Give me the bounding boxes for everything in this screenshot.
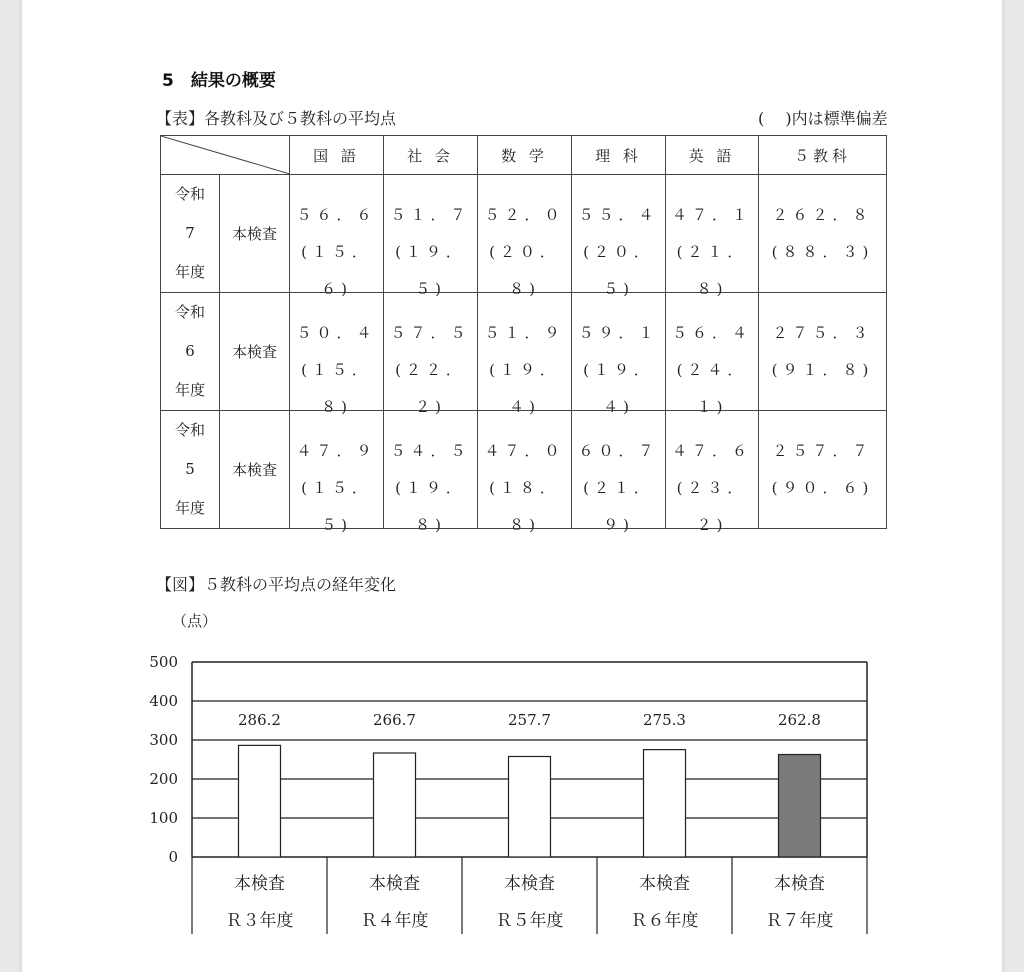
- mean-value: ５７．５: [390, 323, 471, 342]
- sd-value: (９１．８): [771, 360, 874, 379]
- y-tick-label: 400: [149, 692, 178, 710]
- mean-value: ２６２．８: [772, 205, 873, 224]
- sd-value: (１５．５): [301, 478, 372, 534]
- year-cell: [161, 175, 220, 293]
- mean-value: ５１．９: [484, 323, 565, 342]
- score-cell: [759, 411, 887, 529]
- score-cell: [290, 175, 384, 298]
- y-tick-label: 100: [149, 809, 178, 827]
- table-note: ( )内は標準偏差: [758, 109, 888, 128]
- exam-label-cell: 本検査: [220, 293, 290, 411]
- sd-value: (１５．６): [301, 242, 372, 298]
- sd-value: (２０．５): [583, 242, 654, 298]
- sd-value: (９０．６): [771, 478, 874, 497]
- sd-value: (２２．２): [395, 360, 466, 416]
- mean-value: ５６．６: [296, 205, 377, 224]
- header-english: 英 語: [666, 136, 759, 175]
- header-science: 理 科: [572, 136, 666, 175]
- table-row: [161, 293, 887, 411]
- year-line: 年度: [174, 381, 205, 399]
- table-header-row: [161, 136, 887, 175]
- score-cell: [384, 411, 478, 534]
- score-cell: [759, 293, 887, 411]
- bar: [239, 745, 281, 857]
- score-cell: [384, 293, 478, 416]
- y-tick-label: 500: [149, 653, 178, 671]
- x-category-label: Ｒ４年度: [360, 911, 429, 931]
- x-category-label: 本検査: [639, 874, 690, 894]
- mean-value: ２７５．３: [772, 323, 873, 342]
- y-tick-label: 0: [168, 848, 178, 866]
- x-category-label: 本検査: [504, 874, 555, 894]
- x-category-label: Ｒ７年度: [765, 911, 834, 931]
- data-label: 257.7: [508, 711, 551, 729]
- section-title: 5 結果の概要: [162, 71, 276, 91]
- data-label: 266.7: [373, 711, 416, 729]
- mean-value: ４７．１: [671, 205, 752, 224]
- year-cell: [161, 411, 220, 529]
- score-cell: [384, 175, 478, 298]
- x-category-label: 本検査: [369, 874, 420, 894]
- corner-diagonal: [161, 136, 290, 174]
- table-row: [161, 411, 887, 529]
- y-tick-label: 300: [149, 731, 178, 749]
- exam-label-cell: 本検査: [220, 175, 290, 293]
- mean-value: ４７．０: [484, 441, 565, 460]
- mean-value: ５４．５: [390, 441, 471, 460]
- sd-value: (２１．８): [676, 242, 748, 298]
- data-label: 275.3: [643, 711, 686, 729]
- mean-value: ２５７．７: [772, 441, 873, 460]
- sd-value: (１９．４): [489, 360, 560, 416]
- bar: [644, 750, 686, 857]
- scores-table: [160, 135, 887, 534]
- mean-value: ５０．４: [296, 323, 377, 342]
- year-line: 令和: [174, 185, 205, 203]
- x-category-label: Ｒ５年度: [495, 911, 564, 931]
- x-category-label: Ｒ３年度: [225, 911, 294, 931]
- figure-caption: 【図】５教科の平均点の経年変化: [156, 575, 397, 594]
- sd-value: (１８．８): [489, 478, 560, 534]
- score-cell: [759, 175, 887, 293]
- data-label: 286.2: [238, 711, 281, 729]
- y-axis-unit-label: （点）: [172, 612, 218, 630]
- score-cell: [572, 175, 666, 298]
- year-line: 6: [185, 342, 195, 360]
- score-cell: [290, 411, 384, 534]
- year-line: 年度: [174, 263, 205, 281]
- mean-value: ６０．７: [578, 441, 659, 460]
- mean-value: ５６．４: [671, 323, 752, 342]
- header-social: 社 会: [384, 136, 478, 175]
- sd-value: (１９．８): [395, 478, 466, 534]
- mean-value: ４７．６: [671, 441, 752, 460]
- header-five-subjects: ５教科: [759, 136, 887, 175]
- score-cell: [572, 411, 666, 534]
- mean-value: ５５．４: [578, 205, 659, 224]
- year-line: 年度: [174, 499, 205, 517]
- score-cell: [666, 411, 759, 534]
- bar: [509, 756, 551, 857]
- header-japanese: 国 語: [290, 136, 384, 175]
- bar: [779, 755, 821, 857]
- year-cell: [161, 293, 220, 411]
- table-corner-cell: [161, 136, 290, 175]
- mean-value: ４７．９: [296, 441, 377, 460]
- header-math: 数 学: [478, 136, 572, 175]
- sd-value: (２０．８): [489, 242, 560, 298]
- exam-label-cell: 本検査: [220, 411, 290, 529]
- x-category-label: 本検査: [234, 874, 285, 894]
- table-row: [161, 175, 887, 293]
- x-category-label: 本検査: [774, 874, 825, 894]
- score-cell: [478, 293, 572, 416]
- mean-value: ５１．７: [390, 205, 471, 224]
- x-category-label: Ｒ６年度: [630, 911, 699, 931]
- sd-value: (１９．５): [395, 242, 466, 298]
- mean-value: ５２．０: [484, 205, 565, 224]
- bar: [374, 753, 416, 857]
- score-cell: [666, 175, 759, 298]
- sd-value: (２１．９): [583, 478, 654, 534]
- sd-value: (１９．４): [583, 360, 654, 416]
- score-cell: [666, 293, 759, 416]
- table-caption: 【表】各教科及び５教科の平均点: [156, 109, 397, 128]
- sd-value: (２３．２): [676, 478, 748, 534]
- table-body: [161, 175, 887, 534]
- bar-chart: [130, 650, 890, 950]
- year-line: 5: [185, 460, 195, 478]
- score-cell: [572, 293, 666, 416]
- sd-value: (８８．３): [771, 242, 874, 261]
- data-label: 262.8: [778, 711, 821, 729]
- mean-value: ５９．１: [578, 323, 659, 342]
- score-cell: [290, 293, 384, 416]
- score-cell: [478, 175, 572, 298]
- score-cell: [478, 411, 572, 534]
- y-tick-label: 200: [149, 770, 178, 788]
- year-line: 令和: [174, 303, 205, 321]
- year-line: 7: [185, 224, 195, 242]
- year-line: 令和: [174, 421, 205, 439]
- sd-value: (１５．８): [301, 360, 372, 416]
- sd-value: (２４．１): [676, 360, 748, 416]
